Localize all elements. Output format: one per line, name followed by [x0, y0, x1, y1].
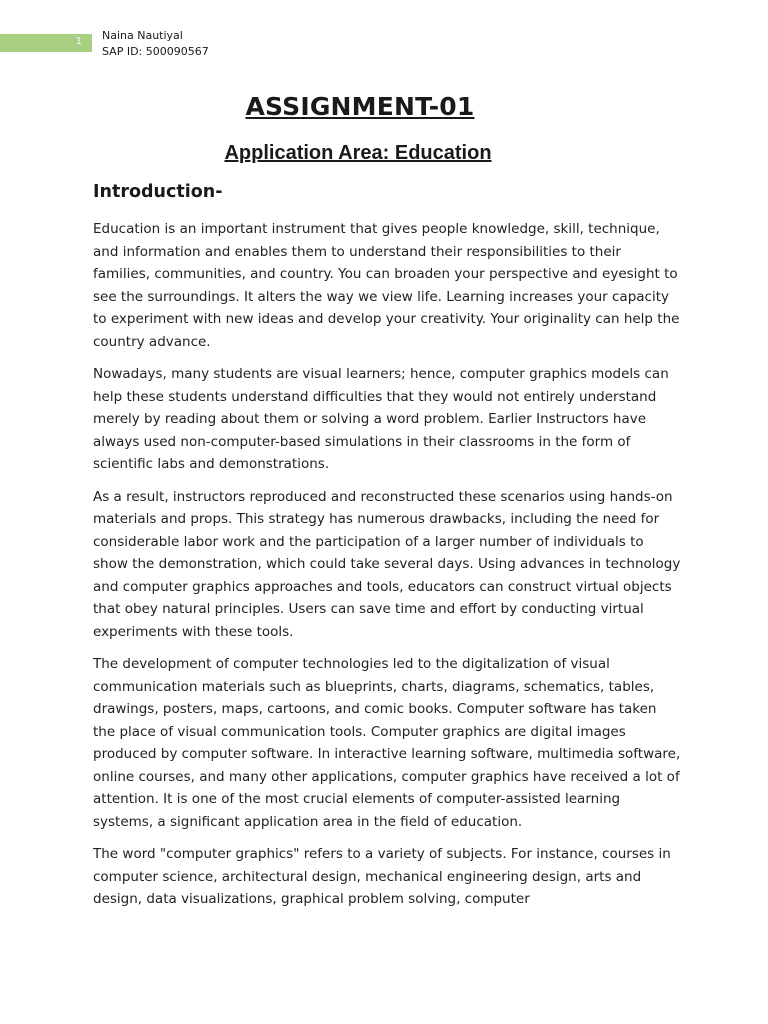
header-info: [102, 28, 209, 60]
page-number-bar: [0, 34, 92, 52]
body-text: [93, 218, 681, 921]
section-heading-introduction: Introduction-: [93, 182, 223, 202]
document-title: ASSIGNMENT-01: [245, 92, 475, 121]
author-name: Naina Nautiyal: [102, 29, 183, 42]
paragraph: Education is an important instrument that gives people knowledge, skill, technique, and information and enables them to understand their responsibilities to their families, communities, and country. You can broaden your perspective and eyesight to see the surroundings. It alters the way we view life. Learning increases your capacity to experiment with new ideas and develop your creativity. Your originality can help the country advance.: [93, 221, 680, 350]
document-subtitle: Application Area: Education: [224, 142, 492, 164]
paragraph: The word "computer graphics" refers to a variety of subjects. For instance, courses in computer science, architectural design, mechanical engineering design, arts and design, data visualizations, graphical problem solving, computer: [93, 846, 671, 907]
sap-id: SAP ID: 500090567: [102, 45, 209, 58]
paragraph: As a result, instructors reproduced and reconstructed these scenarios using hands-on materials and props. This strategy has numerous drawbacks, including the need for considerable labor work and the participation of a larger number of individuals to show the demonstration, which could take several days. Using advances in technology and computer graphics approaches and tools, educators can construct virtual objects that obey natural principles. Users can save time and effort by conducting virtual experiments with these tools.: [93, 488, 681, 640]
paragraph: Nowadays, many students are visual learners; hence, computer graphics models can help these students understand difficulties that they would not entirely understand merely by reading about them or solving a word problem. Earlier Instructors have always used non-computer-based simulations in their classrooms in the form of scientific labs and demonstrations.: [93, 366, 669, 472]
page-number: 1: [75, 36, 82, 47]
paragraph: The development of computer technologies led to the digitalization of visual communication materials such as blueprints, charts, diagrams, schematics, tables, drawings, posters, maps, cartoons, and comic books. Computer software has taken the place of visual communication tools. Computer graphics are digital images produced by computer software. In interactive learning software, multimedia software, online courses, and many other applications, computer graphics have received a lot of attention. It is one of the most crucial elements of computer-assisted learning systems, a significant application area in the field of education.: [93, 656, 681, 830]
